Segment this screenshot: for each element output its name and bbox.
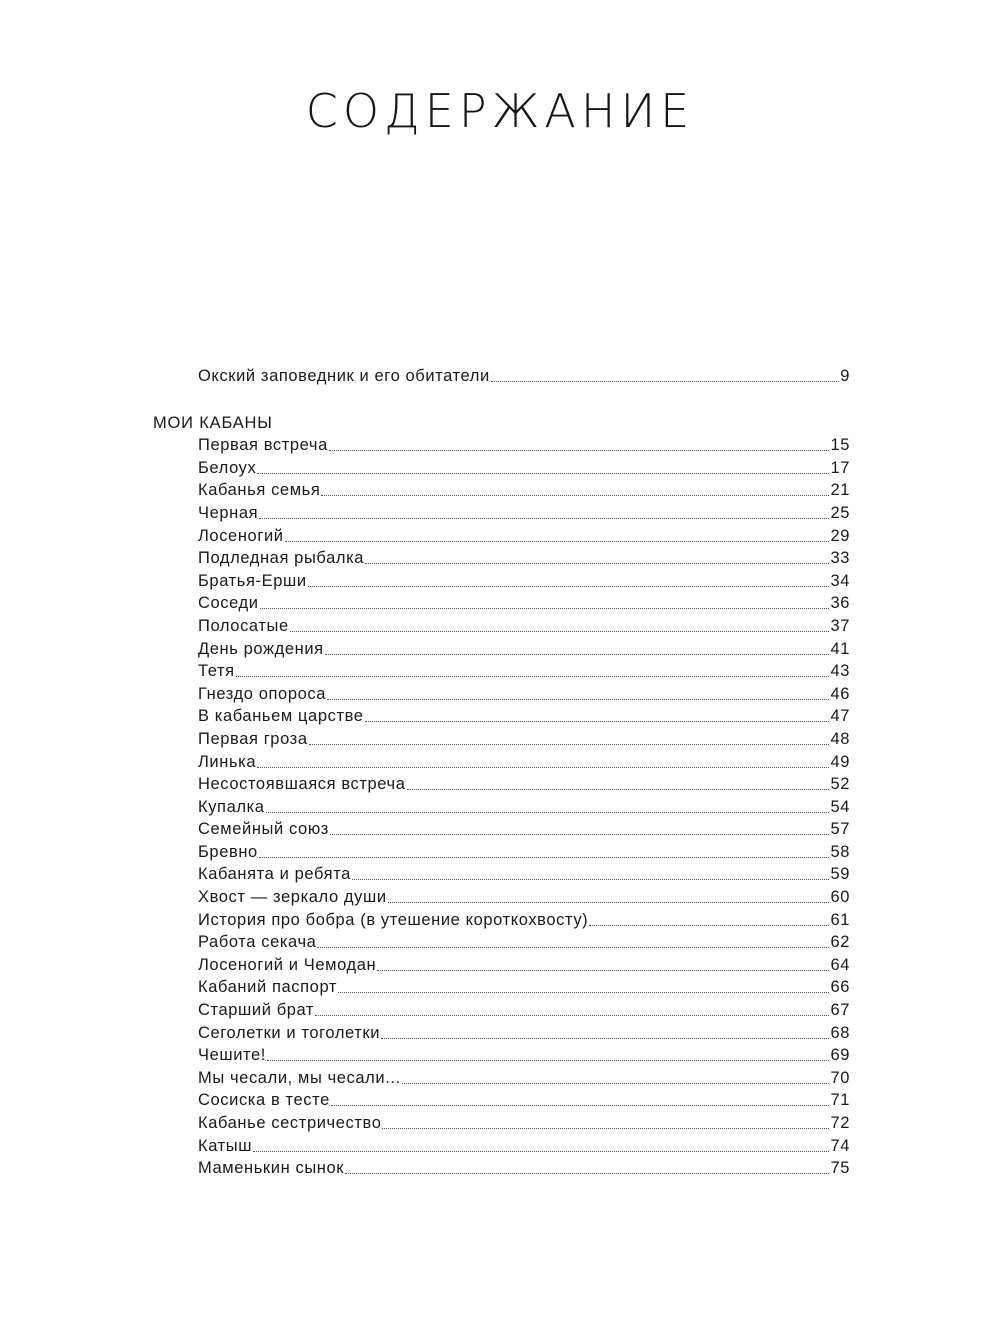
toc-entry[interactable] [198, 455, 850, 478]
toc-entry[interactable] [198, 1065, 850, 1088]
dot-leader [290, 630, 830, 632]
toc-entry-label: Чешите! [198, 1046, 266, 1065]
toc-entry-label: Белоух [198, 458, 257, 477]
toc-entry-page: 74 [830, 1136, 850, 1155]
toc-entry-page: 43 [830, 662, 850, 681]
toc-entry-page: 64 [830, 955, 850, 974]
toc-entry[interactable] [198, 659, 850, 682]
dot-leader [260, 607, 830, 609]
dot-leader [388, 901, 830, 903]
toc-entry[interactable] [198, 952, 850, 975]
toc-entry-label: Мы чесали, мы чесали... [198, 1068, 401, 1087]
toc-entry[interactable] [198, 997, 850, 1020]
toc-entry[interactable] [198, 636, 850, 659]
dot-leader [382, 1127, 829, 1129]
toc-entry-page: 62 [830, 933, 850, 952]
toc-entry-page: 49 [830, 752, 850, 771]
toc-entry[interactable] [198, 862, 850, 885]
toc-entry-page: 9 [840, 366, 850, 385]
toc-entry-label: Лосеногий и Чемодан [198, 955, 377, 974]
toc-entry[interactable] [198, 568, 850, 591]
toc-entry-label: Братья-Ерши [198, 571, 307, 590]
toc-entry-label: Гнездо опороса [198, 684, 326, 703]
toc-entry-label: Черная [198, 503, 259, 522]
toc-entry-page: 69 [830, 1046, 850, 1065]
toc-entry[interactable] [198, 1133, 850, 1156]
dot-leader [402, 1082, 830, 1084]
toc-entry-label: Первая гроза [198, 729, 308, 748]
dot-leader [330, 833, 829, 835]
dot-leader [309, 743, 830, 745]
toc-entry[interactable] [198, 1088, 850, 1111]
toc-entry-label: Линька [198, 752, 257, 771]
toc-entry-page: 52 [830, 775, 850, 794]
toc-entry-page: 72 [830, 1114, 850, 1132]
dot-leader [365, 720, 830, 722]
toc-entry[interactable] [198, 930, 850, 953]
dot-leader [345, 1172, 829, 1174]
toc-entry-page: 36 [830, 594, 850, 613]
toc-entry[interactable] [198, 772, 850, 795]
toc-entry[interactable] [198, 975, 850, 998]
table-of-contents [153, 363, 850, 1178]
toc-entry[interactable] [198, 1156, 850, 1179]
dot-leader [253, 1150, 829, 1152]
toc-entry[interactable] [198, 1043, 850, 1066]
toc-entry-page: 59 [830, 865, 850, 884]
toc-entry-label: Маменькин сынок [198, 1159, 345, 1178]
dot-leader [257, 766, 829, 768]
toc-entry-label: Полосатые [198, 616, 289, 635]
toc-entry-label: Окский заповедник и его обитатели [198, 366, 490, 385]
dot-leader [236, 675, 830, 677]
toc-entry-page: 57 [830, 820, 850, 839]
toc-entry-label: Подледная рыбалка [198, 549, 365, 568]
dot-leader [381, 1037, 829, 1039]
toc-entry-page: 60 [830, 888, 850, 907]
toc-entry-label: Старший брат [198, 1001, 315, 1020]
section-heading: МОИ КАБАНЫ [153, 413, 273, 432]
toc-entry-page: 48 [830, 729, 850, 748]
dot-leader [338, 991, 829, 993]
dot-leader [327, 698, 829, 700]
toc-entry-page: 54 [830, 797, 850, 816]
dot-leader [267, 1059, 829, 1061]
toc-entry-page: 58 [830, 842, 850, 861]
dot-leader [331, 1104, 830, 1106]
toc-entry[interactable] [198, 613, 850, 636]
toc-entry-label: Хвост — зеркало души [198, 888, 387, 907]
toc-entry-page: 15 [830, 436, 850, 455]
toc-entry-label: Лосеногий [198, 526, 284, 545]
dot-leader [266, 811, 830, 813]
toc-entry-label: Работа секача [198, 933, 317, 952]
toc-entry-label: Катыш [198, 1136, 253, 1155]
toc-entry[interactable] [198, 907, 850, 930]
toc-entry-page: 17 [830, 458, 850, 477]
toc-entry[interactable] [198, 884, 850, 907]
dot-leader [321, 494, 829, 496]
toc-entry[interactable] [198, 1020, 850, 1043]
dot-leader [257, 472, 829, 474]
toc-entry-label: Несостоявшаяся встреча [198, 775, 406, 794]
dot-leader [315, 1014, 829, 1016]
toc-entry-page: 71 [830, 1091, 850, 1110]
toc-entry-label: В кабаньем царстве [198, 707, 364, 726]
toc-entry[interactable] [198, 704, 850, 727]
toc-entry-page: 21 [830, 481, 850, 500]
dot-leader [365, 562, 829, 564]
toc-entry[interactable] [198, 523, 850, 546]
dot-leader [317, 946, 829, 948]
dot-leader [285, 540, 830, 542]
toc-entry-intro[interactable] [198, 363, 850, 386]
dot-leader [325, 653, 830, 655]
toc-entry-page: 61 [830, 910, 850, 929]
dot-leader [259, 517, 829, 519]
toc-entry-label: День рождения [198, 639, 324, 658]
toc-entry[interactable] [198, 500, 850, 523]
toc-entry[interactable] [198, 681, 850, 704]
toc-entry[interactable] [198, 726, 850, 749]
toc-entry-page: 33 [830, 549, 850, 568]
toc-entry-label: Соседи [198, 594, 259, 613]
toc-entry-page: 66 [830, 978, 850, 997]
toc-entry-list [153, 433, 850, 1179]
dot-leader [377, 969, 829, 971]
toc-entry-label: Бревно [198, 842, 258, 861]
dot-leader [491, 380, 839, 382]
toc-entry-label: Кабаний паспорт [198, 978, 338, 997]
toc-entry-label: Купалка [198, 797, 265, 816]
dot-leader [308, 585, 830, 587]
dot-leader [259, 856, 830, 858]
toc-entry[interactable] [198, 749, 850, 772]
toc-entry-label: Первая встреча [198, 436, 328, 455]
dot-leader [329, 449, 830, 451]
toc-entry-label: История про бобра (в утешение короткохвосту) [198, 910, 589, 929]
toc-entry[interactable] [198, 591, 850, 614]
toc-entry-page: 67 [830, 1001, 850, 1020]
dot-leader [589, 924, 829, 926]
toc-entry-label: Кабанята и ребята [198, 865, 351, 884]
toc-entry-page: 46 [830, 684, 850, 703]
toc-entry-page: 37 [830, 616, 850, 635]
toc-entry[interactable] [198, 546, 850, 569]
toc-entry-page: 25 [830, 503, 850, 522]
toc-entry-label: Сеголетки и тоголетки [198, 1023, 381, 1042]
toc-entry-label: Кабанье сестричество [198, 1114, 382, 1132]
toc-entry[interactable] [198, 817, 850, 840]
toc-entry-label: Сосиска в тесте [198, 1091, 330, 1110]
toc-entry-page: 41 [830, 639, 850, 658]
toc-entry-label: Тетя [198, 662, 235, 681]
toc-entry-page: 34 [830, 571, 850, 590]
toc-entry-label: Кабанья семья [198, 481, 321, 500]
toc-entry[interactable] [198, 794, 850, 817]
dot-leader [407, 788, 830, 790]
toc-entry-page: 29 [830, 526, 850, 545]
toc-entry[interactable] [198, 433, 850, 456]
toc-entry[interactable] [198, 1110, 850, 1133]
page-title: СОДЕРЖАНИЕ [305, 84, 695, 138]
dot-leader [352, 878, 829, 880]
toc-entry-label: Семейный союз [198, 820, 329, 839]
toc-entry-page: 47 [830, 707, 850, 726]
toc-entry-page: 68 [830, 1023, 850, 1042]
toc-entry[interactable] [198, 839, 850, 862]
toc-entry-page: 70 [830, 1068, 850, 1087]
toc-entry-page: 75 [830, 1159, 850, 1178]
toc-entry[interactable] [198, 478, 850, 501]
